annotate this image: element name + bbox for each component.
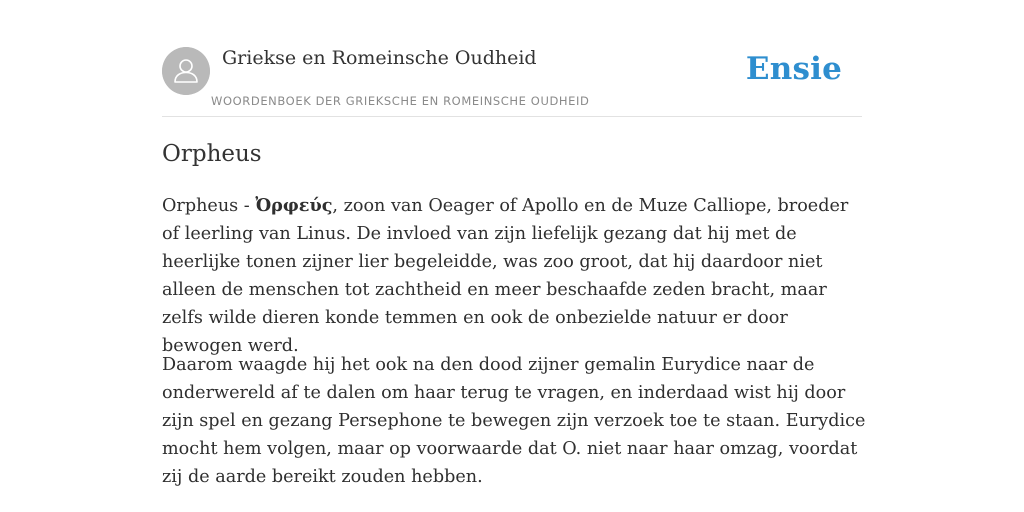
source-header xyxy=(162,46,862,117)
source-subtitle: WOORDENBOEK DER GRIEKSCHE EN ROMEINSCHE OUDHEID xyxy=(211,94,590,108)
ensie-logo-link[interactable]: Ensie xyxy=(745,51,842,87)
greek-name: Ὀρφεύς xyxy=(255,195,333,216)
entry-title: Orpheus xyxy=(162,141,262,167)
entry-paragraph-2: Daarom waagde hij het ook na den dood zijner gemalin Eurydice naar de onderwereld af te dalen om haar terug te vragen, en inderdaad wist hij door zijn spel en gezang Persephone te bewegen zijn verzoek toe te staan. Eurydice mocht hem volgen, maar op voorwaarde dat O. niet naar haar omzag, voordat zij de aarde bereikt zouden hebben. xyxy=(162,355,866,487)
entry-paragraph-1 xyxy=(162,192,866,360)
entry-lead: Orpheus - xyxy=(162,196,256,216)
source-avatar[interactable] xyxy=(162,47,210,95)
entry-paragraph-1-text: , zoon van Oeager of Apollo en de Muze Calliope, broeder of leerling van Linus. De invloed van zijn liefelijk gezang dat hij met de heerlijke tonen zijner lier begeleidde, was zoo groot, dat hij daardoor niet alleen de menschen tot zachtheid en meer beschaafde zeden bracht, maar zelfs wilde dieren konde temmen en ook de onbezielde natuur er door bewogen werd. xyxy=(162,196,849,356)
user-icon xyxy=(162,47,210,95)
source-title[interactable]: Griekse en Romeinsche Oudheid xyxy=(222,47,537,69)
